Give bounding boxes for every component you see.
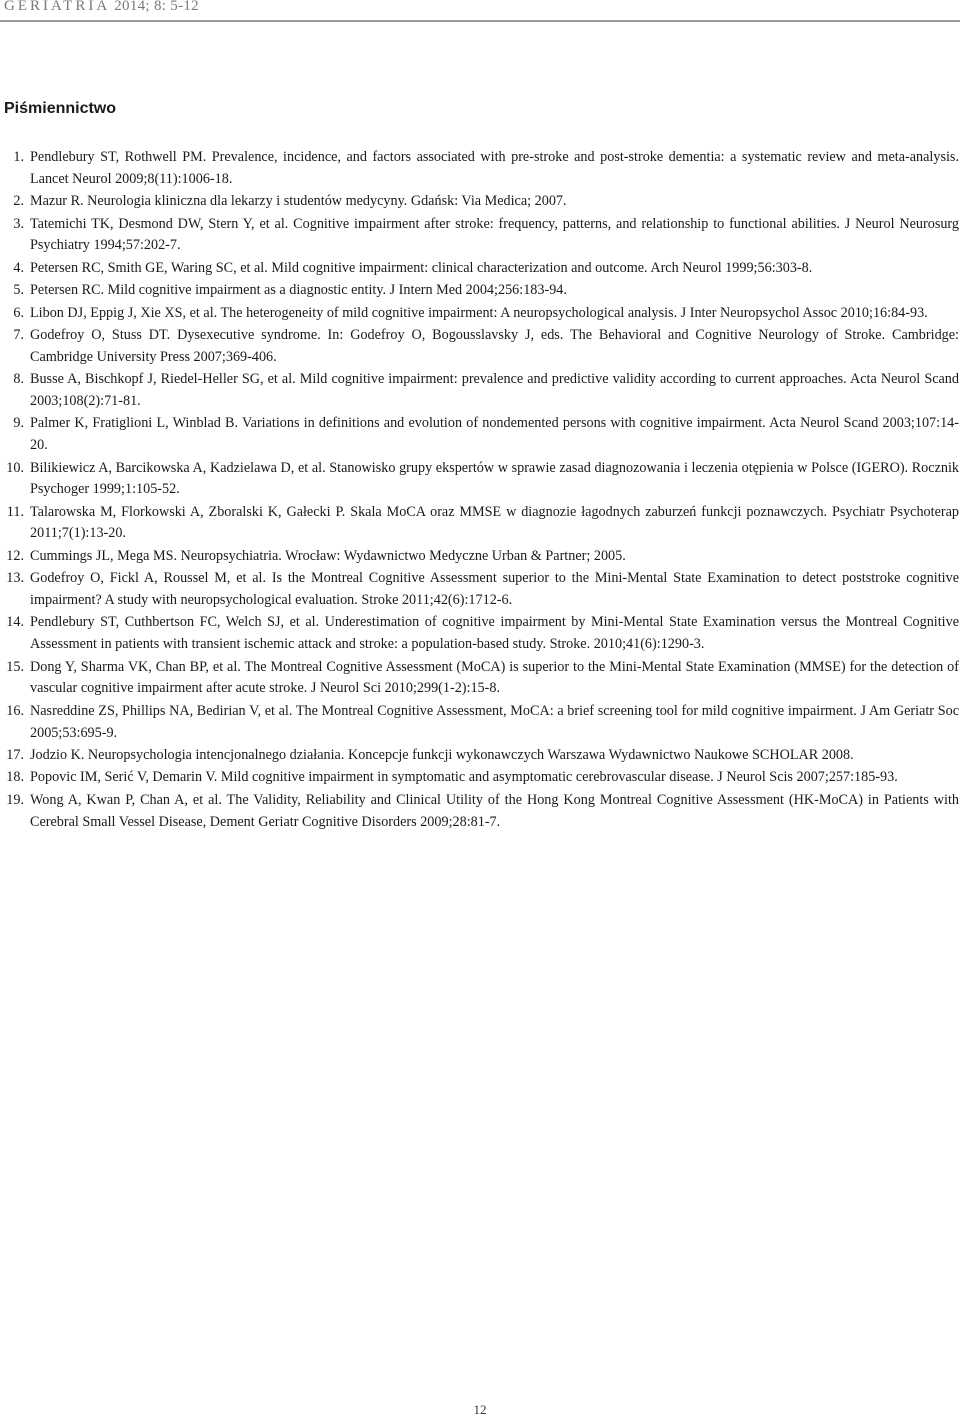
reference-number: 17.	[6, 747, 24, 764]
reference-item	[0, 701, 960, 745]
reference-number: 10.	[6, 459, 24, 476]
reference-item	[0, 280, 960, 302]
reference-text: Bilikiewicz A, Barcikowska A, Kadzielawa D, et al. Stanowisko grupy ekspertów w sprawie zasad diagnozowania i leczenia otępienia w Polsce (IGERO). Rocznik Psychoger 1999;1:105-52.	[30, 459, 959, 498]
reference-text: Pendlebury ST, Cuthbertson FC, Welch SJ, et al. Underestimation of cognitive impairment by Mini-Mental State Examination versus the Montreal Cognitive Assessment in patients with transient ischemic attack and stroke: a population-based study. Stroke. 2010;41(6):1290-3.	[30, 614, 959, 653]
reference-text: Palmer K, Fratiglioni L, Winblad B. Variations in definitions and evolution of nondemented persons with cognitive impairment. Acta Neurol Scand 2003;107:14-20.	[30, 415, 959, 454]
reference-item	[0, 325, 960, 369]
reference-item	[0, 258, 960, 280]
reference-number: 13.	[6, 570, 24, 587]
reference-number: 2.	[13, 193, 24, 210]
journal-citation: 2014; 8: 5-12	[114, 0, 199, 14]
journal-name: GERIATRIA	[4, 0, 111, 14]
reference-number: 12.	[6, 547, 24, 564]
reference-number: 19.	[6, 791, 24, 808]
reference-number: 7.	[13, 326, 24, 343]
reference-text: Wong A, Kwan P, Chan A, et al. The Validity, Reliability and Clinical Utility of the Hong Kong Montreal Cognitive Assessment (HK-MoCA) in Patients with Cerebral Small Vessel Disease, Dement Geriatr Cognitive Disorders 2009;28:81-7.	[30, 791, 959, 830]
reference-item	[0, 502, 960, 546]
reference-number: 1.	[13, 149, 24, 165]
reference-number: 11.	[6, 503, 24, 520]
reference-number: 6.	[13, 304, 24, 321]
reference-item	[0, 413, 960, 457]
reference-item	[0, 369, 960, 413]
reference-number: 4.	[13, 259, 24, 276]
reference-item	[0, 767, 960, 789]
reference-item	[0, 191, 960, 213]
reference-text: Mazur R. Neurologia kliniczna dla lekarzy i studentów medycyny. Gdańsk: Via Medica; 2007.	[30, 193, 567, 210]
running-header	[4, 0, 199, 15]
reference-list	[0, 147, 960, 834]
reference-text: Tatemichi TK, Desmond DW, Stern Y, et al. Cognitive impairment after stroke: frequency, patterns, and relationship to functional abilities. J Neurol Neurosurg Psychiatry 1994;57:202-7.	[30, 215, 959, 254]
reference-text: Pendlebury ST, Rothwell PM. Prevalence, incidence, and factors associated with pre-stroke and post-stroke dementia: a systematic review and meta-analysis. Lancet Neurol 2009;8(11):1006-18.	[30, 149, 959, 187]
reference-number: 18.	[6, 769, 24, 786]
reference-text: Jodzio K. Neuropsychologia intencjonalnego działania. Koncepcje funkcji wykonawczych Warszawa Wydawnictwo Naukowe SCHOLAR 2008.	[30, 747, 854, 764]
reference-text: Petersen RC. Mild cognitive impairment as a diagnostic entity. J Intern Med 2004;256:183-94.	[30, 282, 567, 299]
reference-item	[0, 657, 960, 701]
reference-item	[0, 214, 960, 258]
header-rule	[0, 20, 960, 22]
reference-item	[0, 568, 960, 612]
reference-text: Talarowska M, Florkowski A, Zboralski K, Gałecki P. Skala MoCA oraz MMSE w diagnozie łagodnych zaburzeń funkcji poznawczych. Psychiatr Psychoterap 2011;7(1):13-20.	[30, 503, 959, 542]
reference-item	[0, 612, 960, 656]
reference-text: Nasreddine ZS, Phillips NA, Bedirian V, et al. The Montreal Cognitive Assessment, MoCA: a brief screening tool for mild cognitive impairment. J Am Geriatr Soc 2005;53:695-9.	[30, 702, 959, 741]
page-number: 12	[473, 1402, 487, 1417]
reference-item	[0, 458, 960, 502]
reference-text: Godefroy O, Fickl A, Roussel M, et al. Is the Montreal Cognitive Assessment superior to the Mini-Mental State Examination to detect poststroke cognitive impairment? A study with neuropsychological evaluation. Stroke 2011;42(6):1712-6.	[30, 570, 959, 609]
reference-text: Popovic IM, Serić V, Demarin V. Mild cognitive impairment in symptomatic and asymptomatic cerebrovascular disease. J Neurol Scis 2007;257:185-93.	[30, 769, 898, 786]
reference-number: 3.	[13, 215, 24, 232]
reference-text: Busse A, Bischkopf J, Riedel-Heller SG, et al. Mild cognitive impairment: prevalence and predictive validity according to current approaches. Acta Neurol Scand 2003;108(2):71-81.	[30, 371, 959, 409]
section-title: Piśmiennictwo	[4, 100, 117, 117]
reference-text: Dong Y, Sharma VK, Chan BP, et al. The Montreal Cognitive Assessment (MoCA) is superior to the Mini-Mental State Examination (MMSE) for the detection of vascular cognitive impairment after acute stroke. J Neurol Sci 2010;299(1-2):15-8.	[30, 658, 959, 697]
reference-text: Cummings JL, Mega MS. Neuropsychiatria. Wrocław: Wydawnictwo Medyczne Urban & Partner; 2005.	[30, 547, 626, 564]
reference-number: 15.	[6, 658, 24, 675]
reference-number: 16.	[6, 702, 24, 719]
reference-number: 14.	[6, 614, 24, 631]
reference-number: 8.	[13, 371, 24, 388]
reference-text: Petersen RC, Smith GE, Waring SC, et al. Mild cognitive impairment: clinical characterization and outcome. Arch Neurol 1999;56:303-8.	[30, 259, 813, 276]
reference-item	[0, 790, 960, 834]
reference-text: Godefroy O, Stuss DT. Dysexecutive syndrome. In: Godefroy O, Bogousslavsky J, eds. The Behavioral and Cognitive Neurology of Stroke. Cambridge: Cambridge University Press 2007;369-406.	[30, 326, 959, 365]
reference-text: Libon DJ, Eppig J, Xie XS, et al. The heterogeneity of mild cognitive impairment: A neuropsychological analysis. J Inter Neuropsychol Assoc 2010;16:84-93.	[30, 304, 928, 321]
reference-number: 9.	[13, 415, 24, 432]
reference-item	[0, 546, 960, 568]
reference-item	[0, 147, 960, 191]
reference-item	[0, 303, 960, 325]
reference-number: 5.	[13, 282, 24, 299]
reference-item	[0, 745, 960, 767]
